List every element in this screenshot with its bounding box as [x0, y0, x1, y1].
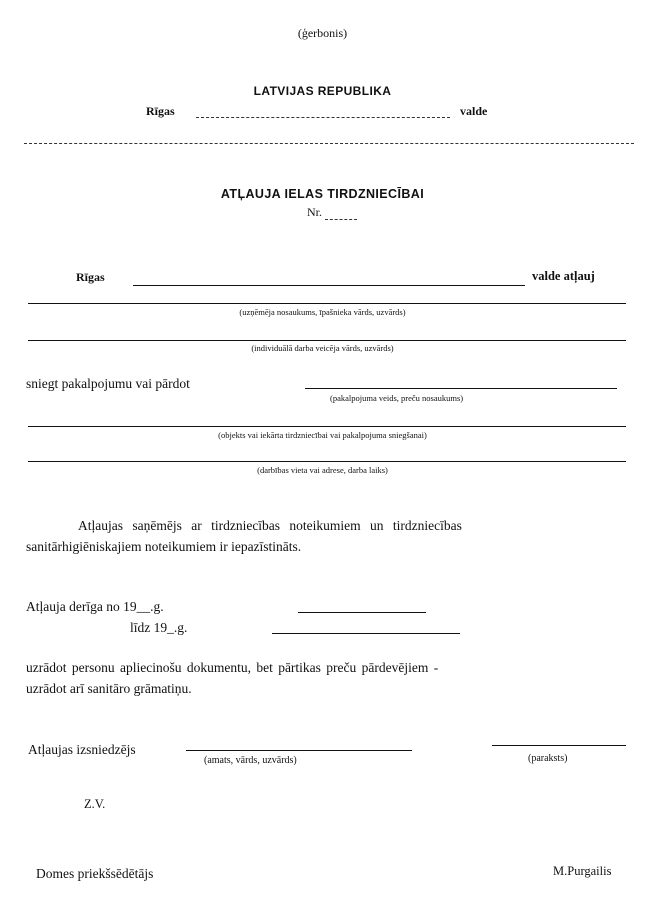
valid-to-label: līdz 19_.g.: [130, 620, 188, 635]
signature-line: [492, 745, 626, 746]
coat-of-arms-placeholder: (ģerbonis): [297, 26, 348, 40]
valid-from-blank: [298, 612, 426, 613]
permit-title: ATĻAUJA IELAS TIRDZNIECĪBAI: [220, 187, 425, 201]
individual-caption: (individuālā darba veicēja vārds, uzvārds): [251, 343, 394, 353]
permit-number-label: Nr.: [307, 205, 322, 219]
header-board-blank: [196, 117, 450, 118]
acquainted-line-1: Atļaujas saņēmējs ar tirdzniecības noteikumiem un tirdzniecības: [78, 518, 462, 533]
issuer-label: Atļaujas izsniedzējs: [28, 742, 136, 757]
place-time-caption: (darbības vieta vai adrese, darba laiks): [257, 465, 388, 475]
chair-label: Domes priekšsēdētājs: [36, 866, 154, 881]
chair-name: M.Purgailis: [553, 864, 612, 878]
permit-number-blank: [325, 219, 357, 220]
vendor-line: [28, 426, 626, 427]
service-label: sniegt pakalpojumu vai pārdot: [26, 376, 190, 391]
valid-from-label: Atļauja derīga no 19__.g.: [26, 599, 164, 614]
header-board-label: valde: [460, 104, 488, 118]
valid-to-blank: [272, 633, 460, 634]
issuer-name-caption: (amats, vārds, uzvārds): [204, 755, 297, 766]
republic-heading: LATVIJAS REPUBLIKA: [253, 84, 392, 98]
acquainted-line-2: sanitārhigiēniskajiem noteikumiem ir iepazīstināts.: [26, 539, 302, 554]
place-time-line: [28, 461, 626, 462]
header-divider: [24, 143, 634, 144]
vendor-caption: (objekts vai iekārta tirdzniecībai vai pakalpojuma sniegšanai): [218, 430, 427, 440]
documents-line-1: uzrādot personu apliecinošu dokumentu, bet pārtikas preču pārdevējiem -: [26, 660, 439, 675]
documents-line-2: uzrādot arī sanitāro grāmatiņu.: [26, 681, 192, 696]
issuer-name-line: [186, 750, 412, 751]
service-goods-line: [305, 388, 617, 389]
issuer-board-blank: [133, 285, 525, 286]
entrepreneur-line: [28, 303, 626, 304]
service-goods-caption: (pakalpojuma veids, preču nosaukums): [330, 393, 464, 403]
signature-caption: (paraksts): [528, 753, 568, 764]
issuer-suffix: valde atļauj: [532, 269, 595, 283]
header-city-label: Rīgas: [146, 104, 175, 118]
entrepreneur-caption: (uzņēmēja nosaukums, īpašnieka vārds, uzvārds): [239, 307, 406, 317]
issuer-city-label: Rīgas: [76, 270, 105, 284]
individual-line: [28, 340, 626, 341]
seal-mark: Z.V.: [84, 797, 106, 811]
